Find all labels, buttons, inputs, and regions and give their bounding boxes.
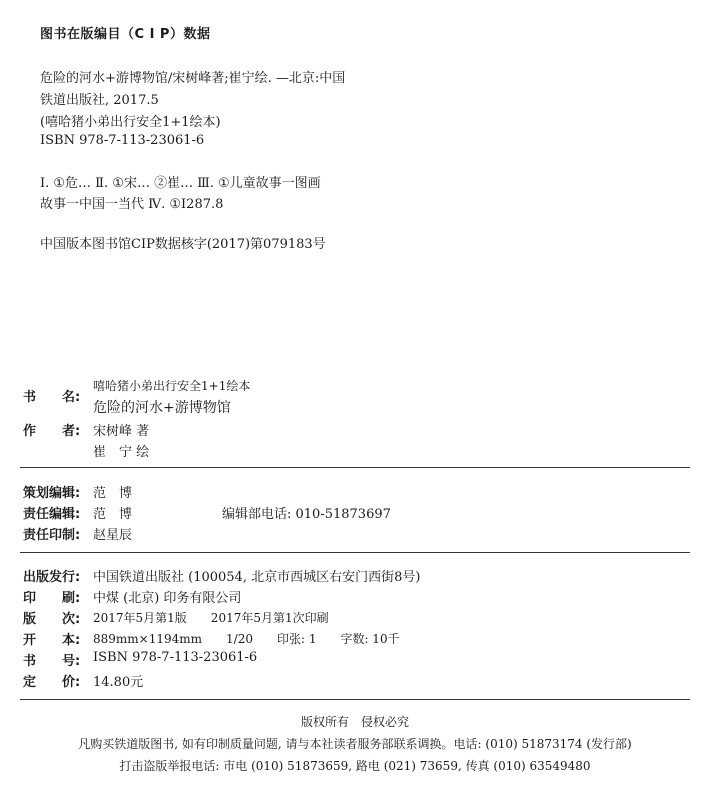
responsible-editor: 范 博 bbox=[93, 507, 133, 522]
edition: 2017年5月第1版 2017年5月第1次印刷 bbox=[93, 611, 329, 625]
divider-1 bbox=[20, 467, 690, 468]
piracy-hotline: 打击盗版举报电话: 市电 (010) 51873659, 路电 (021) 73659, 传真 (010) 63549480 bbox=[119, 759, 591, 773]
planning-editor: 范 博 bbox=[93, 486, 133, 501]
divider-2 bbox=[20, 552, 690, 553]
format-label: 开 本: bbox=[23, 633, 81, 648]
divider-3 bbox=[20, 699, 690, 700]
responsible-editor-label: 责任编辑: bbox=[23, 507, 81, 522]
cip-line-3: (嘻哈猪小弟出行安全1+1绘本) bbox=[40, 115, 221, 130]
editorial-phone: 编辑部电话: 010-51873697 bbox=[222, 507, 391, 522]
price-label: 定 价: bbox=[23, 675, 81, 690]
author-name: 宋树峰 著 bbox=[93, 424, 150, 439]
edition-label: 版 次: bbox=[23, 612, 81, 627]
publisher: 中国铁道出版社 (100054, 北京市西城区右安门西街8号) bbox=[93, 570, 421, 585]
quality-notice: 凡购买铁道版图书, 如有印制质量问题, 请与本社读者服务部联系调换。电话: (010) 51873174 (发行部) bbox=[78, 737, 632, 751]
printing-manager-label: 责任印制: bbox=[23, 528, 81, 543]
planning-editor-label: 策划编辑: bbox=[23, 486, 81, 501]
book-title: 危险的河水+游博物馆 bbox=[93, 400, 231, 416]
printer-label: 印 刷: bbox=[23, 591, 81, 606]
cip-data-number: 中国版本图书馆CIP数据核字(2017)第079183号 bbox=[40, 237, 326, 252]
series-name: 嘻哈猪小弟出行安全1+1绘本 bbox=[93, 379, 251, 393]
cip-line-5: Ⅰ. ①危… Ⅱ. ①宋… ②崔… Ⅲ. ①儿童故事一图画 bbox=[40, 176, 321, 191]
printer: 中煤 (北京) 印务有限公司 bbox=[93, 591, 242, 606]
author-label: 作 者: bbox=[23, 424, 81, 439]
cip-line-1: 危险的河水+游博物馆/宋树峰著;崔宁绘. —北京:中国 bbox=[40, 71, 346, 86]
printing-manager: 赵星辰 bbox=[93, 528, 133, 543]
isbn-label: 书 号: bbox=[23, 654, 81, 669]
publisher-label: 出版发行: bbox=[23, 570, 81, 585]
title-label: 书 名: bbox=[23, 390, 81, 405]
format: 889mm×1194mm 1/20 印张: 1 字数: 10千 bbox=[93, 632, 400, 646]
cip-line-4: ISBN 978-7-113-23061-6 bbox=[40, 133, 205, 148]
isbn: ISBN 978-7-113-23061-6 bbox=[93, 650, 258, 665]
illustrator-name: 崔 宁 绘 bbox=[93, 445, 150, 460]
cip-line-2: 铁道出版社, 2017.5 bbox=[40, 93, 159, 108]
cip-line-6: 故事一中国一当代 Ⅳ. ①I287.8 bbox=[40, 197, 224, 212]
rights-notice: 版权所有 侵权必究 bbox=[300, 715, 409, 729]
cip-title: 图书在版编目（C I P）数据 bbox=[40, 27, 211, 42]
price: 14.80元 bbox=[93, 675, 144, 690]
